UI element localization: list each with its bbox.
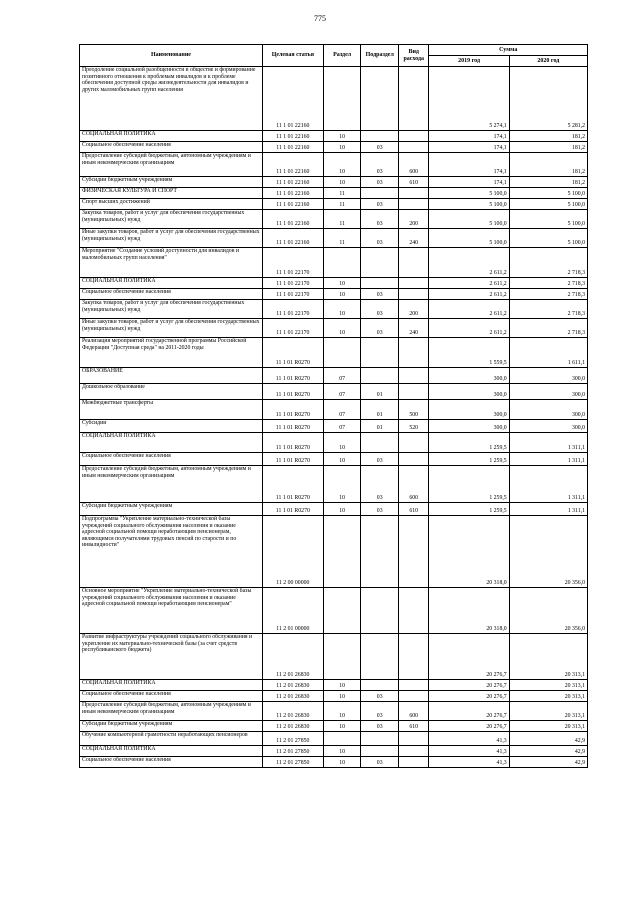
table-cell-expense-type: 240 [398,229,428,248]
table-cell-name: Межбюджетные трансферты [80,400,263,420]
table-cell-section [323,248,361,278]
table-cell-expense-type: 600 [398,153,428,177]
table-cell-amount-2019: 2 611,2 [429,300,509,319]
table-cell-amount-2019: 174,1 [429,153,509,177]
table-cell-expense-type: 240 [398,319,428,338]
table-cell-target-item: 11 2 01 27850 [262,732,323,746]
table-cell-subsection: 03 [361,319,399,338]
table-cell-expense-type: 610 [398,503,428,516]
table-cell-amount-2020: 5 281,2 [509,67,587,131]
table-row [80,199,588,210]
table-cell-amount-2019: 1 259,5 [429,466,509,503]
table-cell-target-item: 11 1 01 22160 [262,229,323,248]
budget-table [79,44,588,768]
table-cell-amount-2019: 20 276,7 [429,634,509,680]
table-row [80,503,588,516]
table-cell-section: 10 [323,466,361,503]
table-row [80,153,588,177]
table-cell-amount-2020: 20 313,1 [509,680,587,691]
table-row [80,516,588,588]
table-row [80,248,588,278]
table-cell-amount-2019: 1 259,5 [429,453,509,466]
table-cell-name: Подпрограмма "Укрепление материально-технической базы учреждений социального обслуживания населения и оказание адресной социальной помощи неработающим пенсионерам, являющимся получателями трудовых пенсий по старости и по инвалидности" [80,516,263,588]
table-cell-name: Иные закупки товаров, работ и услуг для обеспечения государственных (муниципальных) нужд [80,319,263,338]
table-cell-amount-2019: 2 611,2 [429,289,509,300]
table-row [80,433,588,453]
table-cell-amount-2019: 20 276,7 [429,691,509,702]
table-cell-expense-type [398,199,428,210]
table-cell-amount-2019: 174,1 [429,142,509,153]
table-cell-expense-type [398,588,428,634]
table-cell-section: 10 [323,433,361,453]
table-cell-target-item: 11 1 01 22170 [262,248,323,278]
table-cell-name: ФИЗИЧЕСКАЯ КУЛЬТУРА И СПОРТ [80,188,263,199]
table-cell-name: Социальное обеспечение населения [80,142,263,153]
table-cell-section: 10 [323,680,361,691]
table-cell-name: СОЦИАЛЬНАЯ ПОЛИТИКА [80,131,263,142]
table-cell-subsection [361,278,399,289]
table-cell-section [323,588,361,634]
table-row [80,67,588,131]
table-cell-amount-2019: 20 318,0 [429,588,509,634]
table-cell-expense-type [398,67,428,131]
table-cell-amount-2020: 181,2 [509,177,587,188]
table-cell-expense-type: 610 [398,177,428,188]
table-cell-subsection: 03 [361,453,399,466]
table-cell-name: СОЦИАЛЬНАЯ ПОЛИТИКА [80,433,263,453]
table-cell-target-item: 11 2 01 26830 [262,680,323,691]
table-cell-amount-2020: 1 311,1 [509,453,587,466]
table-cell-section: 10 [323,177,361,188]
table-cell-target-item: 11 1 01 R0270 [262,503,323,516]
table-cell-name: Предоставление субсидий бюджетным, автономным учреждениям и иным некоммерческим организациям [80,466,263,503]
table-cell-amount-2020: 42,9 [509,746,587,757]
table-cell-amount-2019: 1 259,5 [429,503,509,516]
table-cell-expense-type: 500 [398,400,428,420]
table-row [80,721,588,732]
table-cell-amount-2020: 20 313,1 [509,702,587,721]
table-cell-name: Социальное обеспечение населения [80,289,263,300]
table-cell-expense-type [398,278,428,289]
table-cell-name: Развитие инфраструктуры учреждений социального обслуживания и укрепление их материально-технической базы (за счет средств республиканского бюджета) [80,634,263,680]
table-cell-expense-type: 520 [398,420,428,433]
table-row [80,289,588,300]
table-row [80,368,588,384]
table-cell-subsection [361,338,399,368]
table-cell-amount-2019: 41,3 [429,757,509,768]
table-cell-amount-2019: 20 318,0 [429,516,509,588]
table-cell-amount-2020: 5 100,0 [509,210,587,229]
table-cell-subsection: 01 [361,400,399,420]
table-cell-amount-2019: 5 100,0 [429,199,509,210]
table-cell-subsection [361,746,399,757]
table-cell-subsection: 01 [361,420,399,433]
table-cell-target-item: 11 2 01 26830 [262,702,323,721]
table-row [80,384,588,400]
table-cell-subsection: 03 [361,229,399,248]
table-cell-target-item: 11 2 01 27850 [262,757,323,768]
table-cell-amount-2020: 20 356,0 [509,516,587,588]
table-cell-target-item: 11 1 01 22160 [262,177,323,188]
table-cell-amount-2019: 2 611,2 [429,248,509,278]
table-cell-subsection: 03 [361,721,399,732]
table-cell-target-item: 11 1 01 R0270 [262,400,323,420]
header-year-2020: 2020 год [509,56,587,67]
table-row [80,131,588,142]
table-cell-amount-2020: 1 311,1 [509,433,587,453]
table-cell-section: 10 [323,319,361,338]
table-cell-section: 10 [323,503,361,516]
table-cell-expense-type: 610 [398,721,428,732]
table-cell-amount-2019: 5 100,0 [429,229,509,248]
table-row [80,142,588,153]
table-cell-subsection [361,368,399,384]
table-cell-subsection [361,634,399,680]
table-cell-section: 10 [323,278,361,289]
table-cell-amount-2019: 41,3 [429,732,509,746]
table-cell-target-item: 11 2 01 26830 [262,691,323,702]
table-cell-section: 11 [323,229,361,248]
table-cell-name: Субсидии [80,420,263,433]
table-cell-name: Закупка товаров, работ и услуг для обеспечения государственных (муниципальных) нужд [80,300,263,319]
table-cell-expense-type [398,453,428,466]
table-cell-target-item: 11 1 01 22170 [262,300,323,319]
table-cell-section: 10 [323,142,361,153]
table-cell-amount-2020: 20 313,1 [509,721,587,732]
table-cell-amount-2020: 5 100,0 [509,199,587,210]
table-cell-amount-2020: 2 718,3 [509,319,587,338]
page-number: 775 [314,14,326,23]
table-cell-subsection [361,248,399,278]
table-row [80,746,588,757]
table-cell-amount-2019: 41,3 [429,746,509,757]
table-cell-section: 10 [323,691,361,702]
table-cell-amount-2019: 5 100,0 [429,188,509,199]
table-cell-target-item: 11 1 01 22170 [262,319,323,338]
table-cell-amount-2020: 5 100,0 [509,229,587,248]
table-cell-target-item: 11 1 01 R0270 [262,453,323,466]
table-cell-section: 07 [323,400,361,420]
table-cell-section: 10 [323,702,361,721]
table-cell-name: Основное мероприятие "Укрепление материально-технической базы учреждений социального обслуживания населения и оказание адресной социальной помощи неработающим пенсионерам" [80,588,263,634]
table-cell-section: 07 [323,420,361,433]
table-cell-amount-2019: 1 259,5 [429,433,509,453]
table-cell-subsection [361,732,399,746]
table-cell-expense-type [398,746,428,757]
table-row [80,757,588,768]
table-cell-expense-type [398,732,428,746]
table-cell-expense-type [398,433,428,453]
table-cell-amount-2020: 2 718,3 [509,289,587,300]
table-cell-subsection: 03 [361,300,399,319]
table-cell-section: 10 [323,721,361,732]
table-cell-amount-2020: 1 311,1 [509,503,587,516]
table-cell-expense-type [398,384,428,400]
table-cell-section: 07 [323,368,361,384]
table-row [80,680,588,691]
table-cell-amount-2020: 20 313,1 [509,634,587,680]
table-cell-amount-2020: 181,2 [509,131,587,142]
header-year-2019: 2019 год [429,56,509,67]
table-cell-name: Субсидии бюджетным учреждениям [80,721,263,732]
table-cell-expense-type [398,680,428,691]
table-row [80,453,588,466]
table-cell-expense-type [398,368,428,384]
table-cell-amount-2020: 300,0 [509,384,587,400]
table-cell-amount-2019: 5 274,1 [429,67,509,131]
table-cell-subsection: 03 [361,503,399,516]
table-cell-target-item: 11 2 00 00000 [262,516,323,588]
table-cell-name: Иные закупки товаров, работ и услуг для обеспечения государственных (муниципальных) нужд [80,229,263,248]
table-cell-section: 11 [323,199,361,210]
table-cell-name: Закупка товаров, работ и услуг для обеспечения государственных (муниципальных) нужд [80,210,263,229]
table-cell-subsection: 03 [361,177,399,188]
table-cell-subsection: 03 [361,153,399,177]
table-cell-name: Субсидии бюджетным учреждениям [80,503,263,516]
table-cell-name: Предоставление субсидий бюджетным, автономным учреждениям и иным некоммерческим организациям [80,153,263,177]
table-row [80,702,588,721]
header-section: Раздел [323,45,361,67]
table-cell-amount-2019: 300,0 [429,368,509,384]
table-cell-amount-2020: 1 311,1 [509,466,587,503]
table-row [80,210,588,229]
table-cell-expense-type [398,634,428,680]
table-cell-amount-2020: 42,9 [509,732,587,746]
table-cell-target-item: 11 1 01 22160 [262,142,323,153]
table-cell-section: 10 [323,746,361,757]
table-cell-target-item: 11 2 01 26830 [262,721,323,732]
table-cell-name: Социальное обеспечение населения [80,757,263,768]
table-cell-expense-type: 600 [398,466,428,503]
table-cell-amount-2020: 181,2 [509,142,587,153]
table-cell-target-item: 11 2 01 27850 [262,746,323,757]
table-cell-expense-type: 200 [398,300,428,319]
table-row [80,588,588,634]
table-cell-name: Спорт высших достижений [80,199,263,210]
table-cell-section: 07 [323,384,361,400]
table-cell-name: СОЦИАЛЬНАЯ ПОЛИТИКА [80,680,263,691]
table-row [80,338,588,368]
table-cell-expense-type [398,188,428,199]
table-cell-target-item: 11 1 01 22160 [262,210,323,229]
table-cell-target-item: 11 1 01 R0270 [262,420,323,433]
table-cell-name: СОЦИАЛЬНАЯ ПОЛИТИКА [80,746,263,757]
table-cell-target-item: 11 1 01 22170 [262,278,323,289]
table-cell-section [323,67,361,131]
table-cell-subsection [361,188,399,199]
table-cell-amount-2020: 20 356,0 [509,588,587,634]
table-cell-name: Социальное обеспечение населения [80,453,263,466]
table-cell-amount-2019: 20 276,7 [429,680,509,691]
table-cell-subsection: 03 [361,757,399,768]
table-cell-target-item: 11 2 01 26830 [262,634,323,680]
table-row [80,466,588,503]
table-cell-expense-type: 600 [398,702,428,721]
table-cell-subsection [361,588,399,634]
table-cell-target-item: 11 1 01 22170 [262,289,323,300]
table-cell-target-item: 11 1 01 22160 [262,67,323,131]
table-cell-amount-2020: 42,9 [509,757,587,768]
table-cell-subsection: 03 [361,289,399,300]
table-cell-section [323,634,361,680]
table-cell-amount-2020: 300,0 [509,368,587,384]
table-cell-expense-type [398,338,428,368]
table-cell-expense-type [398,691,428,702]
table-cell-amount-2019: 1 559,5 [429,338,509,368]
table-cell-name: Предоставление субсидий бюджетным, автономным учреждениям и иным некоммерческим организациям [80,702,263,721]
table-cell-subsection: 03 [361,466,399,503]
table-cell-target-item: 11 1 01 22160 [262,153,323,177]
table-body [80,67,588,768]
table-cell-amount-2020: 5 100,0 [509,188,587,199]
table-cell-subsection: 03 [361,691,399,702]
table-cell-target-item: 11 1 01 22160 [262,131,323,142]
table-row [80,634,588,680]
table-cell-section: 11 [323,188,361,199]
table-row [80,278,588,289]
table-cell-amount-2019: 174,1 [429,177,509,188]
table-cell-subsection [361,67,399,131]
header-target-item: Целевая статья [262,45,323,67]
header-subsection: Подраздел [361,45,399,67]
table-cell-amount-2019: 20 276,7 [429,721,509,732]
table-cell-amount-2020: 1 611,1 [509,338,587,368]
table-cell-subsection: 01 [361,384,399,400]
table-row [80,691,588,702]
table-cell-section [323,516,361,588]
table-cell-section: 10 [323,153,361,177]
header-name: Наименование [80,45,263,67]
table-cell-name: Преодоление социальной разобщенности в обществе и формирование позитивного отношения к проблемам инвалидов и к проблеме обеспечения доступной среды жизнедеятельности для инвалидов и других маломобильных групп населения [80,67,263,131]
table-cell-amount-2020: 2 718,3 [509,248,587,278]
table-cell-name: ОБРАЗОВАНИЕ [80,368,263,384]
table-cell-name: СОЦИАЛЬНАЯ ПОЛИТИКА [80,278,263,289]
table-cell-expense-type [398,516,428,588]
table-cell-target-item: 11 1 01 R0270 [262,338,323,368]
table-cell-amount-2019: 2 611,2 [429,319,509,338]
table-cell-expense-type: 200 [398,210,428,229]
table-row [80,229,588,248]
table-cell-amount-2019: 300,0 [429,400,509,420]
header-sum: Сумма [429,45,588,56]
table-cell-section [323,732,361,746]
table-cell-name: Субсидии бюджетным учреждениям [80,177,263,188]
table-cell-section: 10 [323,757,361,768]
table-row [80,300,588,319]
table-cell-name: Обучение компьютерной грамотности неработающих пенсионеров [80,732,263,746]
table-cell-subsection: 03 [361,210,399,229]
table-row [80,177,588,188]
table-cell-amount-2019: 2 611,2 [429,278,509,289]
table-cell-expense-type [398,757,428,768]
table-cell-amount-2019: 20 276,7 [429,702,509,721]
table-cell-amount-2019: 5 100,0 [429,210,509,229]
table-cell-subsection [361,131,399,142]
table-cell-subsection: 03 [361,702,399,721]
table-cell-amount-2019: 174,1 [429,131,509,142]
table-cell-subsection: 03 [361,199,399,210]
table-cell-amount-2019: 300,0 [429,420,509,433]
table-cell-subsection [361,680,399,691]
table-cell-target-item: 11 2 01 00000 [262,588,323,634]
table-cell-section: 11 [323,210,361,229]
table-cell-subsection [361,516,399,588]
table-row [80,400,588,420]
table-cell-amount-2020: 300,0 [509,420,587,433]
table-cell-name: Социальное обеспечение населения [80,691,263,702]
header-expense-type: Вид расхода [398,45,428,67]
table-cell-section: 10 [323,453,361,466]
table-cell-name: Реализация мероприятий государственной программы Российской Федерации "Доступная среда" на 2011-2020 годы [80,338,263,368]
table-row [80,319,588,338]
table-cell-target-item: 11 1 01 R0270 [262,433,323,453]
table-cell-section: 10 [323,131,361,142]
table-cell-target-item: 11 1 01 R0270 [262,368,323,384]
table-cell-expense-type [398,289,428,300]
table-cell-name: Дошкольное образование [80,384,263,400]
table-cell-name: Мероприятие "Создание условий доступности для инвалидов и маломобильных групп населения" [80,248,263,278]
table-cell-target-item: 11 1 01 22160 [262,199,323,210]
table-cell-amount-2020: 181,2 [509,153,587,177]
table-cell-amount-2019: 300,0 [429,384,509,400]
table-cell-section: 10 [323,300,361,319]
table-cell-expense-type [398,248,428,278]
table-cell-amount-2020: 20 313,1 [509,691,587,702]
table-cell-target-item: 11 1 01 22160 [262,188,323,199]
table-cell-amount-2020: 2 718,3 [509,278,587,289]
table-cell-subsection: 03 [361,142,399,153]
table-cell-amount-2020: 300,0 [509,400,587,420]
table-row [80,188,588,199]
table-cell-target-item: 11 1 01 R0270 [262,384,323,400]
table-cell-section: 10 [323,289,361,300]
table-row [80,420,588,433]
table-cell-target-item: 11 1 01 R0270 [262,466,323,503]
table-cell-amount-2020: 2 718,3 [509,300,587,319]
table-cell-expense-type [398,131,428,142]
table-row [80,732,588,746]
table-cell-expense-type [398,142,428,153]
table-cell-section [323,338,361,368]
table-cell-subsection [361,433,399,453]
